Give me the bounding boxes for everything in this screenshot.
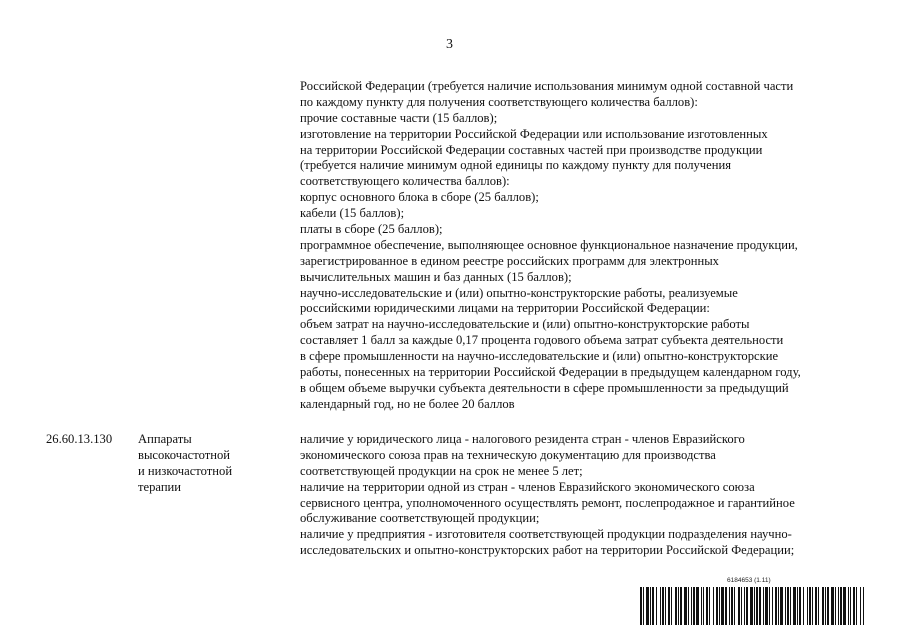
barcode-bar: [738, 587, 740, 625]
barcode-image: [640, 587, 864, 625]
barcode-bar: [863, 587, 864, 625]
barcode-bar: [750, 587, 753, 625]
barcode-bar: [746, 587, 748, 625]
barcode-bar: [713, 587, 714, 625]
text-line: платы в сборе (25 баллов);: [300, 222, 443, 237]
barcode-bar: [754, 587, 755, 625]
document-id: 6184653 (1.11): [727, 577, 771, 584]
text-line: соответствующего количества баллов):: [300, 174, 510, 189]
barcode-bar: [815, 587, 817, 625]
text-line: (требуется наличие минимум одной единицы по каждому пункту для получения: [300, 158, 731, 173]
text-line: прочие составные части (15 баллов);: [300, 110, 498, 125]
requirement-line: соответствующей продукции на срок не менее 5 лет;: [300, 463, 583, 478]
requirement-line: экономического союза прав на техническую документацию для производства: [300, 447, 716, 462]
product-name-line: Аппараты: [138, 432, 192, 446]
product-requirements-text: [300, 432, 870, 559]
barcode-bar: [780, 587, 783, 625]
requirement-line: наличие на территории одной из стран - членов Евразийского экономического союза: [300, 479, 755, 494]
barcode-bar: [731, 587, 733, 625]
barcode-bar: [640, 587, 642, 625]
barcode-bar: [838, 587, 839, 625]
barcode-bar: [785, 587, 786, 625]
barcode-bar: [652, 587, 654, 625]
barcode-bar: [709, 587, 710, 625]
page-number: 3: [446, 37, 453, 52]
text-line: научно-исследовательские и (или) опытно-конструкторские работы, реализуемые: [300, 285, 738, 300]
barcode-bar: [680, 587, 682, 625]
barcode-bar: [665, 587, 666, 625]
barcode-bar: [696, 587, 699, 625]
barcode-bar: [860, 587, 861, 625]
barcode-bar: [797, 587, 798, 625]
barcode-bar: [831, 587, 834, 625]
text-line: российскими юридическими лицами на территории Российской Федерации:: [300, 301, 710, 316]
barcode-bar: [856, 587, 857, 625]
barcode-bar: [716, 587, 718, 625]
text-line: программное обеспечение, выполняющее основное функциональное назначение продукции,: [300, 237, 798, 252]
requirement-line: исследовательских и опытно-конструкторских работ на территории Российской Федерации;: [300, 543, 795, 558]
text-line: в сфере промышленности на научно-исследовательские и (или) опытно-конструкторские: [300, 349, 779, 364]
text-line: объем затрат на научно-исследовательские и (или) опытно-конструкторские работы: [300, 317, 750, 332]
requirement-line: обслуживание соответствующей продукции;: [300, 511, 540, 526]
text-line: работы, понесенных на территории Российской Федерации в предыдущем календарном году,: [300, 365, 801, 380]
barcode-bar: [790, 587, 791, 625]
barcode-bar: [840, 587, 842, 625]
barcode-bar: [812, 587, 813, 625]
barcode-bar: [668, 587, 670, 625]
text-line: календарный год, но не более 20 баллов: [300, 396, 515, 411]
barcode-bar: [775, 587, 777, 625]
barcode-bar: [721, 587, 724, 625]
barcode-bar: [818, 587, 819, 625]
barcode-bar: [734, 587, 735, 625]
barcode-bar: [691, 587, 692, 625]
barcode-bar: [825, 587, 826, 625]
barcode-bar: [759, 587, 761, 625]
barcode-bar: [650, 587, 651, 625]
barcode-bar: [744, 587, 745, 625]
text-line: корпус основного блока в сборе (25 баллов);: [300, 190, 539, 205]
barcode-bar: [660, 587, 661, 625]
barcode-bar: [850, 587, 851, 625]
barcode-bar: [675, 587, 677, 625]
barcode-bar: [656, 587, 657, 625]
barcode-bar: [799, 587, 801, 625]
barcode-bar: [765, 587, 768, 625]
product-name: [138, 432, 278, 496]
barcode-bar: [701, 587, 702, 625]
requirement-line: наличие у предприятия - изготовителя соответствующей продукции подразделения научно-: [300, 527, 792, 542]
barcode-bar: [703, 587, 704, 625]
barcode-bar: [807, 587, 808, 625]
text-line: на территории Российской Федерации составных частей при производстве продукции: [300, 142, 763, 157]
barcode-bar: [719, 587, 720, 625]
barcode-bar: [772, 587, 773, 625]
text-line: кабели (15 баллов);: [300, 206, 405, 221]
barcode-bar: [643, 587, 644, 625]
barcode-bar: [769, 587, 770, 625]
barcode-bar: [803, 587, 804, 625]
barcode-bar: [793, 587, 796, 625]
barcode-bar: [693, 587, 695, 625]
continued-requirements-text: [300, 79, 870, 413]
barcode-bar: [787, 587, 789, 625]
barcode-bar: [853, 587, 855, 625]
requirement-line: наличие у юридического лица - налогового резидента стран - членов Евразийского: [300, 432, 745, 446]
barcode-bar: [662, 587, 664, 625]
barcode-bar: [741, 587, 742, 625]
text-line: в общем объеме выручки субъекта деятельности в сфере промышленности за предыдущий: [300, 380, 789, 395]
text-line: Российской Федерации (требуется наличие использования минимум одной составной части: [300, 79, 794, 93]
barcode-bar: [725, 587, 727, 625]
text-line: составляет 1 балл за каждые 0,17 процента годового объема затрат субъекта деятельности: [300, 333, 784, 348]
barcode-bar: [835, 587, 836, 625]
barcode-bar: [848, 587, 849, 625]
product-code: 26.60.13.130: [46, 432, 113, 446]
barcode-bar: [684, 587, 687, 625]
barcode-bar: [843, 587, 846, 625]
barcode-bar: [678, 587, 679, 625]
barcode-bar: [729, 587, 730, 625]
product-name-line: высокочастотной: [138, 447, 231, 462]
barcode-bar: [822, 587, 824, 625]
barcode-bar: [756, 587, 758, 625]
requirement-line: сервисного центра, уполномоченного осуществлять ремонт, послепродажное и гарантийное: [300, 495, 795, 510]
barcode-bar: [688, 587, 689, 625]
text-line: вычислительных машин и баз данных (15 баллов);: [300, 269, 572, 284]
text-line: по каждому пункту для получения соответствующего количества баллов):: [300, 94, 698, 109]
barcode-bar: [763, 587, 764, 625]
text-line: зарегистрированное в едином реестре российских программ для электронных: [300, 253, 719, 268]
barcode-bar: [671, 587, 672, 625]
product-name-line: терапии: [138, 479, 182, 494]
barcode-bar: [827, 587, 829, 625]
barcode-bar: [706, 587, 708, 625]
barcode-bar: [646, 587, 649, 625]
barcode-bar: [778, 587, 779, 625]
product-name-line: и низкочастотной: [138, 463, 233, 478]
barcode-bar: [809, 587, 811, 625]
text-line: изготовление на территории Российской Федерации или использование изготовленных: [300, 126, 768, 141]
